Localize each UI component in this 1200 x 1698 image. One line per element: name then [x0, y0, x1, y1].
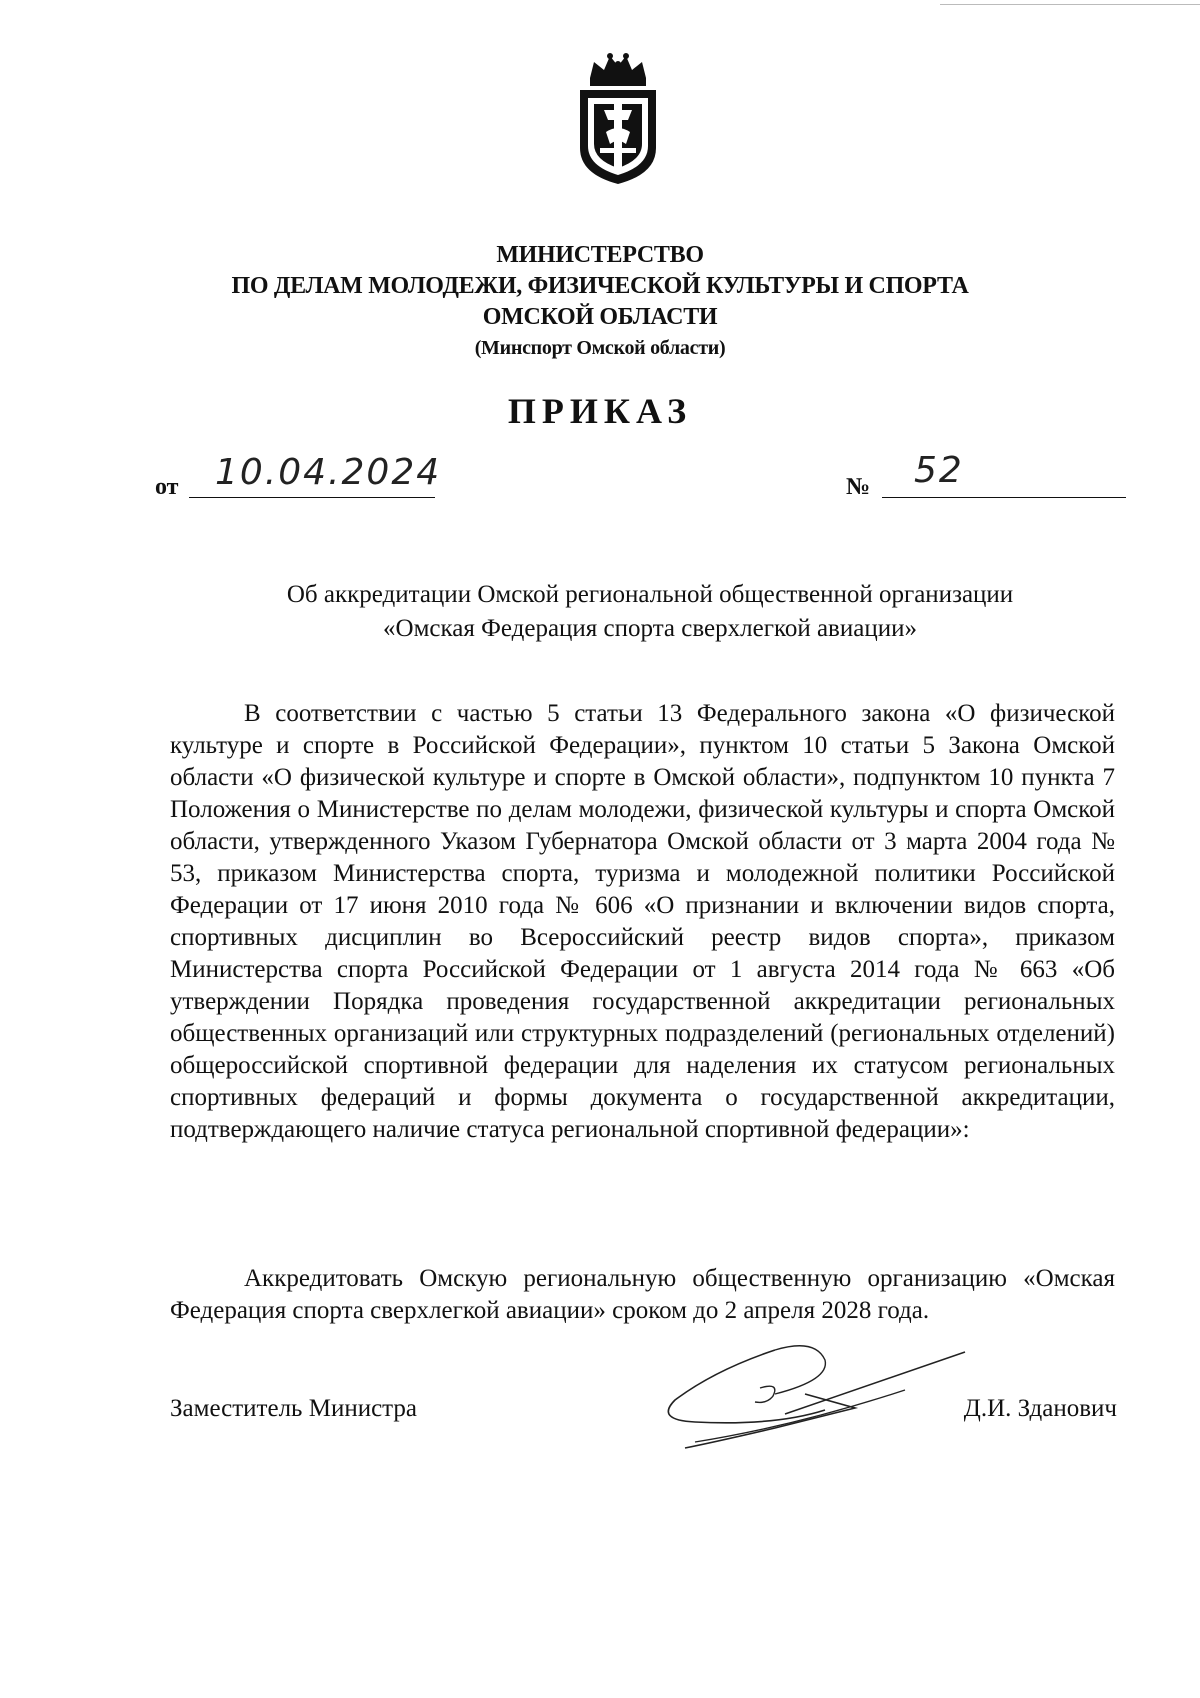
body-paragraph-1: В соответствии с частью 5 статьи 13 Федерального закона «О физической культуре и спорте в Российской Федерации», пунктом 10 статьи 5 Закона Омской области «О физической культуре и спорте в Омской области», подпунктом 10 пункта 7 Положения о Министерстве по делам молодежи, физической культуры и спорта Омской области, утвержденного Указом Губернатора Омской области от 3 марта 2004 года № 53, приказом Министерства спорта, туризма и молодежной политики Российской Федерации от 17 июня 2010 года № 606 «О признании и включении видов спорта, спортивных дисциплин во Всероссийский реестр видов спорта», приказом Министерства спорта Российской Федерации от 1 августа 2014 года № 663 «Об утверждении Порядка проведения государственной аккредитации региональных общественных организаций или структурных подразделений (региональных отделений) общероссийской спортивной федерации для наделения их статусом региональных спортивных федераций и формы документа о государственной аккредитации, подтверждающего наличие статуса региональной спортивной федерации»: — [170, 700, 1115, 1143]
header-line-3: ОМСКОЙ ОБЛАСТИ — [482, 304, 718, 330]
number-underline — [882, 497, 1126, 498]
handwritten-signature — [655, 1330, 985, 1460]
number-value: 52 — [914, 450, 964, 491]
date-value: 10.04.2024 — [215, 452, 442, 493]
signatory-name: Д.И. Зданович — [963, 1395, 1117, 1422]
header-short-name: (Минспорт Омской области) — [474, 337, 726, 359]
date-label: от — [155, 474, 179, 500]
coat-of-arms-icon — [570, 48, 666, 188]
number-field — [846, 448, 1126, 498]
body-paragraph-2: Аккредитовать Омскую региональную общественную организацию «Омская Федерация спорта сверхлегкой авиации» сроком до 2 апреля 2028 года. — [170, 1265, 1115, 1324]
number-label: № — [846, 474, 871, 500]
document-title: ПРИКАЗ — [507, 391, 693, 431]
signatory-position: Заместитель Министра — [170, 1395, 417, 1422]
date-underline — [189, 497, 435, 498]
date-field — [155, 448, 442, 500]
subject-line-1: Об аккредитации Омской региональной общественной организации — [286, 581, 1014, 608]
document-subject — [170, 578, 1130, 646]
scan-edge-line — [940, 4, 1200, 5]
ministry-header — [0, 240, 1200, 363]
header-line-2: ПО ДЕЛАМ МОЛОДЕЖИ, ФИЗИЧЕСКОЙ КУЛЬТУРЫ И СПОРТА — [231, 273, 969, 299]
subject-line-2: «Омская Федерация спорта сверхлегкой авиации» — [383, 615, 917, 642]
header-line-1: МИНИСТЕРСТВО — [496, 242, 704, 268]
